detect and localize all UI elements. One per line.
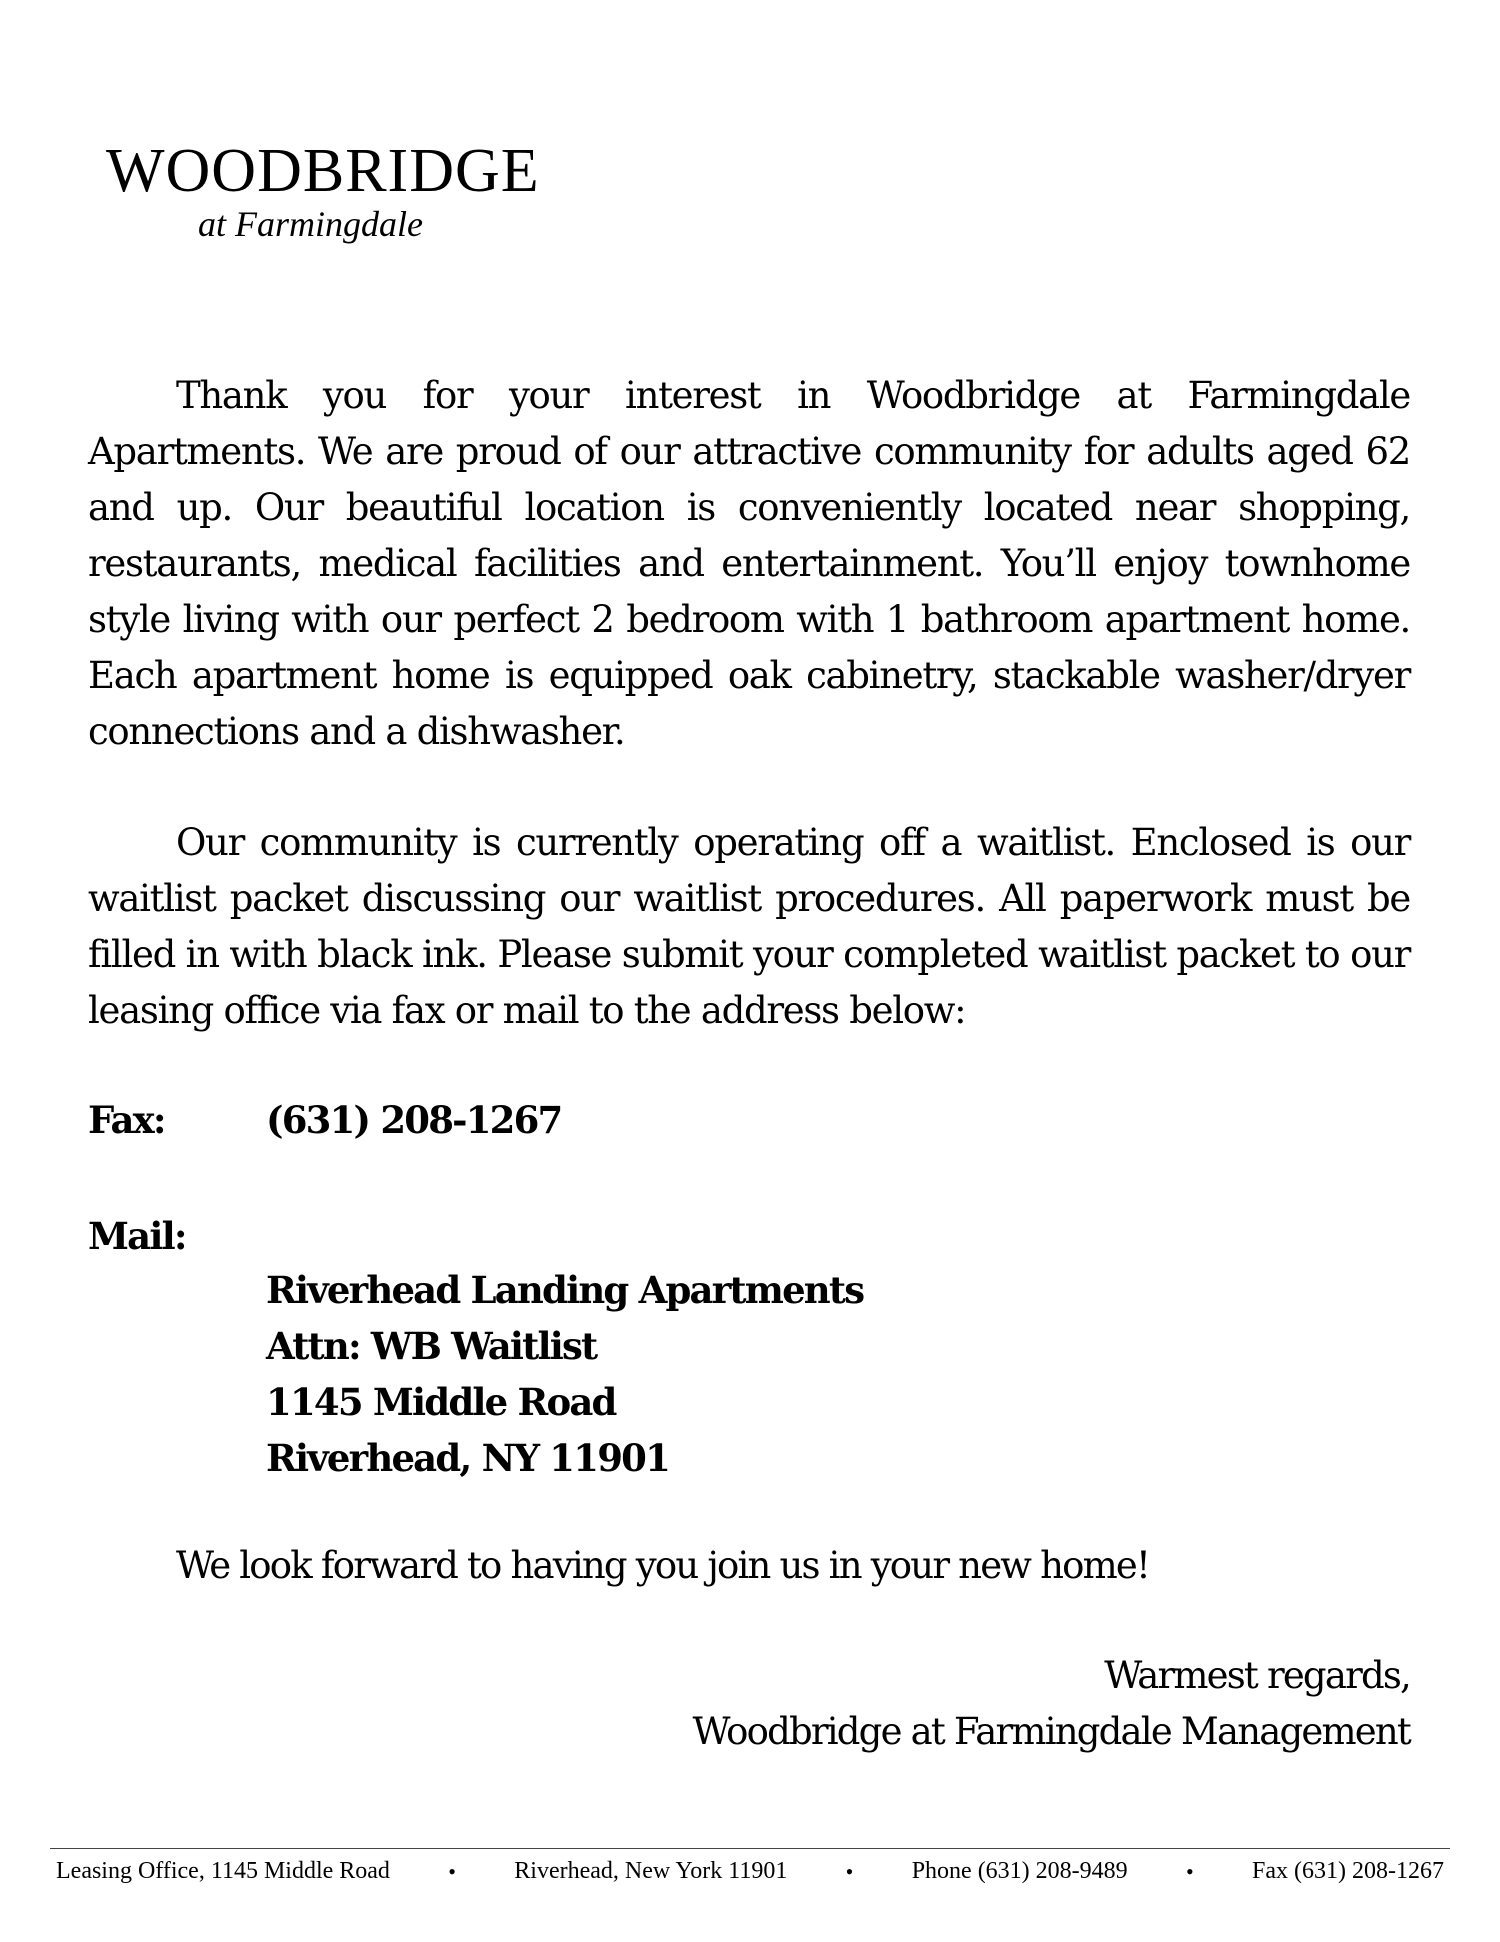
footer-office: Leasing Office, 1145 Middle Road (56, 1858, 390, 1884)
address-line-name: Riverhead Landing Apartments (266, 1268, 864, 1312)
footer-bullet: • (1185, 1858, 1194, 1884)
footer (56, 1858, 1444, 1885)
closing-line: We look forward to having you join us in your new home! (176, 1544, 1150, 1587)
footer-phone: Phone (631) 208-9489 (911, 1858, 1128, 1884)
signoff (692, 1648, 1410, 1760)
footer-city: Riverhead, New York 11901 (514, 1858, 788, 1884)
fax-row (88, 1092, 562, 1148)
footer-bullet: • (845, 1858, 854, 1884)
logo-sub-text: at Farmingdale (198, 204, 423, 244)
mailing-address (266, 1262, 863, 1486)
intro-paragraph: Thank you for your interest in Woodbridge at Farmingdale Apartments. We are proud of our attractive community for adults aged 62 and up. Our beautiful location is conveniently located near shopping, restaurants, medical facilities and entertainment. You’ll enjoy townhome style living with our perfect 2 bedroom with 1 bathroom apartment home. Each apartment home is equipped oak cabinetry, stackable washer/dryer connections and a dishwasher. (88, 374, 1410, 753)
address-line-attn: Attn: WB Waitlist (266, 1324, 597, 1368)
address-line-city: Riverhead, NY 11901 (266, 1436, 670, 1480)
logo-main-text: WOODBRIDGE (106, 137, 540, 205)
fax-number: (631) 208-1267 (266, 1098, 562, 1142)
signoff-signature: Woodbridge at Farmingdale Management (692, 1710, 1410, 1753)
signoff-greeting: Warmest regards, (1104, 1654, 1410, 1697)
logo (106, 137, 540, 244)
waitlist-paragraph: Our community is currently operating off a waitlist. Enclosed is our waitlist packet discussing our waitlist procedures. All paperwork must be filled in with black ink. Please submit your completed waitlist packet to our leasing office via fax or mail to the address below: (88, 821, 1410, 1032)
mail-label: Mail: (88, 1214, 186, 1258)
footer-fax: Fax (631) 208-1267 (1252, 1858, 1444, 1884)
footer-divider (50, 1848, 1450, 1849)
fax-label: Fax: (88, 1098, 165, 1142)
footer-bullet: • (448, 1858, 456, 1884)
address-line-street: 1145 Middle Road (266, 1380, 616, 1424)
